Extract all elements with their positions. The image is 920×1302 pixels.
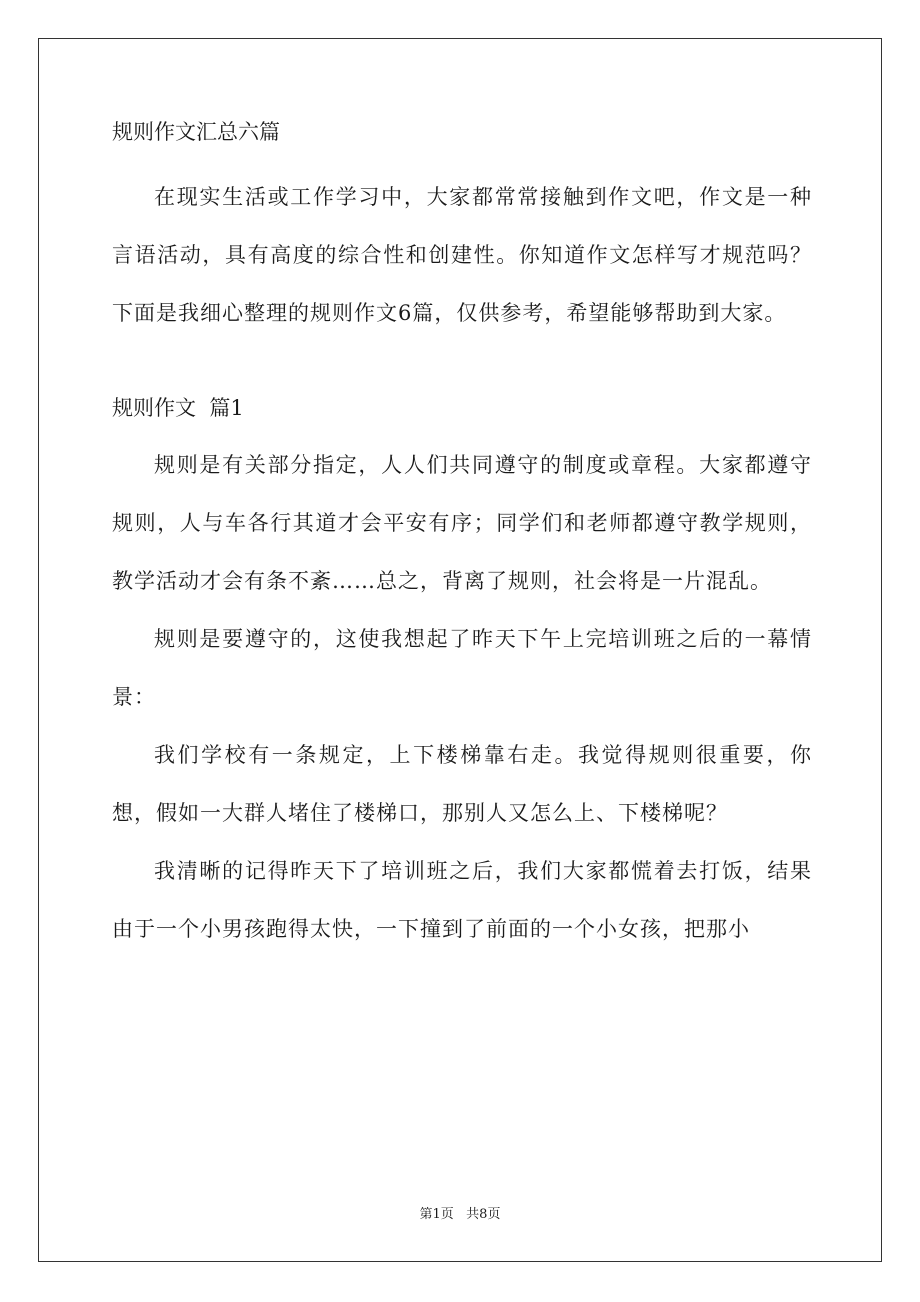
section-title: 规则作文 篇1 <box>112 396 244 420</box>
intro-paragraph: 在现实生活或工作学习中，大家都常常接触到作文吧，作文是一种言语活动，具有高度的综合性和创建性。你知道作文怎样写才规范吗？下面是我细心整理的规则作文6篇，仅供参考，希望能够帮助到大家。 <box>112 185 812 325</box>
page-footer: 第1页 共8页 <box>419 1207 501 1222</box>
paragraph: 规则是有关部分指定，人人们共同遵守的制度或章程。大家都遵守规则，人与车各行其道才会平安有序；同学们和老师都遵守教学规则，教学活动才会有条不紊……总之，背离了规则，社会将是一片混乱。 <box>112 453 812 593</box>
paragraph: 我们学校有一条规定，上下楼梯靠右走。我觉得规则很重要，你想，假如一大群人堵住了楼梯口，那别人又怎么上、下楼梯呢？ <box>112 743 812 825</box>
paragraph: 规则是要遵守的，这使我想起了昨天下午上完培训班之后的一幕情景： <box>112 627 812 709</box>
paragraph: 我清晰的记得昨天下了培训班之后，我们大家都慌着去打饭，结果由于一个小男孩跑得太快，一下撞到了前面的一个小女孩，把那小 <box>112 859 812 941</box>
document-title: 规则作文汇总六篇 <box>112 120 280 144</box>
document-body <box>112 118 812 958</box>
